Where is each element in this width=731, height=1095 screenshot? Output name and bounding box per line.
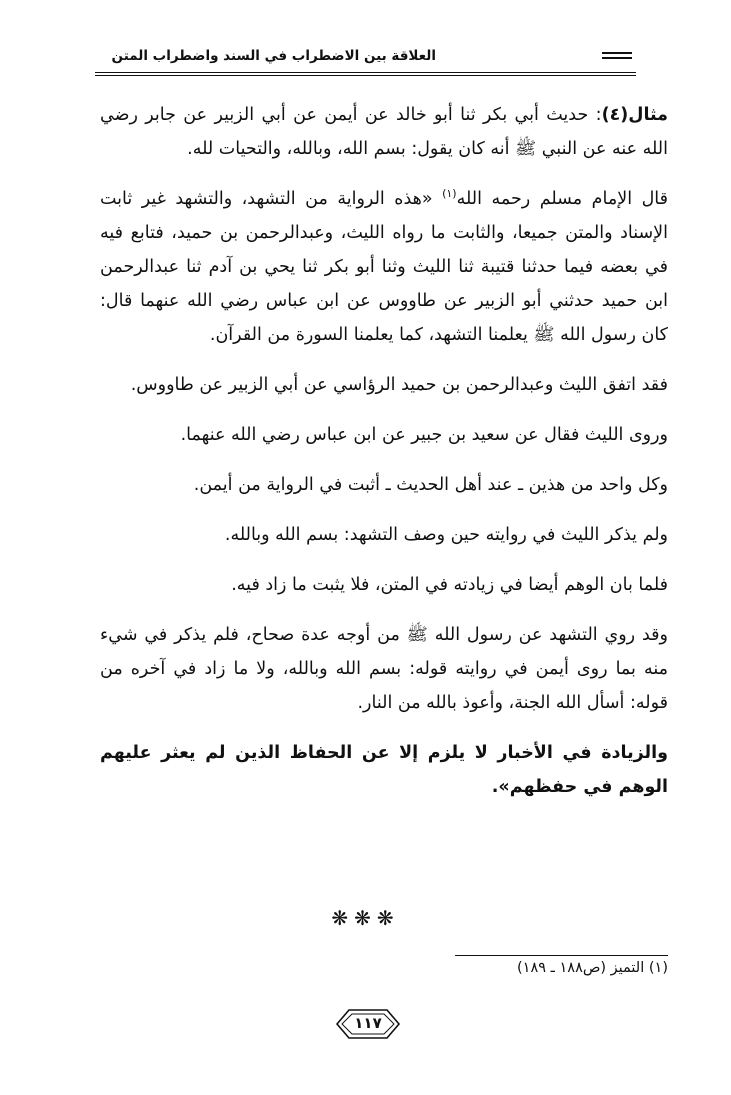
header-rule (95, 72, 636, 76)
section-separator: ❋❋❋ (331, 906, 400, 930)
example-text: : حديث أبي بكر ثنا أبو خالد عن أيمن عن أبي الزبير عن جابر رضي الله عنه عن النبي ﷺ أنه كان يقول: بسم الله، وبالله، والتحيات لله. (100, 105, 668, 159)
quote-body: «هذه الرواية من التشهد، والتشهد غير ثابت الإسناد والمتن جميعا، والثابت ما رواه الليث، وعبدالرحمن بن حميد، فتابع فيه في بعضه فيما حدثنا قتيبة ثنا الليث وثنا أبو بكر ثنا يحي بن آدم ثنا عبدالرحمن ابن حميد حدثني أبو الزبير عن طاووس عن ابن عباس رضي الله عنهما قال: كان رسول الله ﷺ يعلمنا التشهد، كما يعلمنا السورة من القرآن. (100, 189, 668, 345)
paragraph-muslim-quote (100, 182, 668, 352)
quote-intro: قال الإمام مسلم رحمه الله (456, 189, 668, 209)
header-ornament-icon (602, 52, 632, 62)
page-number: ١١٧ (354, 1014, 382, 1032)
page-number-badge (333, 1007, 403, 1041)
paragraph-example (100, 98, 668, 166)
example-label: مثال(٤) (601, 105, 668, 125)
footnote-ref: (١) (442, 187, 457, 201)
paragraph-narrated: وقد روي التشهد عن رسول الله ﷺ من أوجه عدة صحاح، فلم يذكر في شيء منه بما روى أيمن في روايته قوله: بسم الله وبالله، ولا ما زاد في آخره من قوله: أسأل الله الجنة، وأعوذ بالله من النار. (100, 625, 668, 713)
paragraph-conclusion: والزيادة في الأخبار لا يلزم إلا عن الحفاظ الذين لم يعثر عليهم الوهم في حفظهم». (100, 743, 668, 797)
paragraph-each: وكل واحد من هذين ـ عند أهل الحديث ـ أثبت في الرواية من أيمن. (193, 475, 668, 495)
header-title: العلاقة بين الاضطراب في السند واضطراب المتن (111, 48, 436, 64)
main-text (100, 98, 668, 820)
running-header (95, 42, 636, 76)
paragraph-layth: وروى الليث فقال عن سعيد بن جبير عن ابن عباس رضي الله عنهما. (180, 425, 668, 445)
paragraph-error: فلما بان الوهم أيضا في زيادته في المتن، فلا يثبت ما زاد فيه. (231, 575, 668, 595)
paragraph-not-mention: ولم يذكر الليث في روايته حين وصف التشهد: بسم الله وبالله. (224, 525, 668, 545)
footnote-rule (455, 955, 668, 956)
footnote: (١) التميز (ص١٨٨ ـ ١٨٩) (516, 960, 668, 976)
paragraph-agreement: فقد اتفق الليث وعبدالرحمن بن حميد الرؤاسي عن أبي الزبير عن طاووس. (130, 375, 668, 395)
